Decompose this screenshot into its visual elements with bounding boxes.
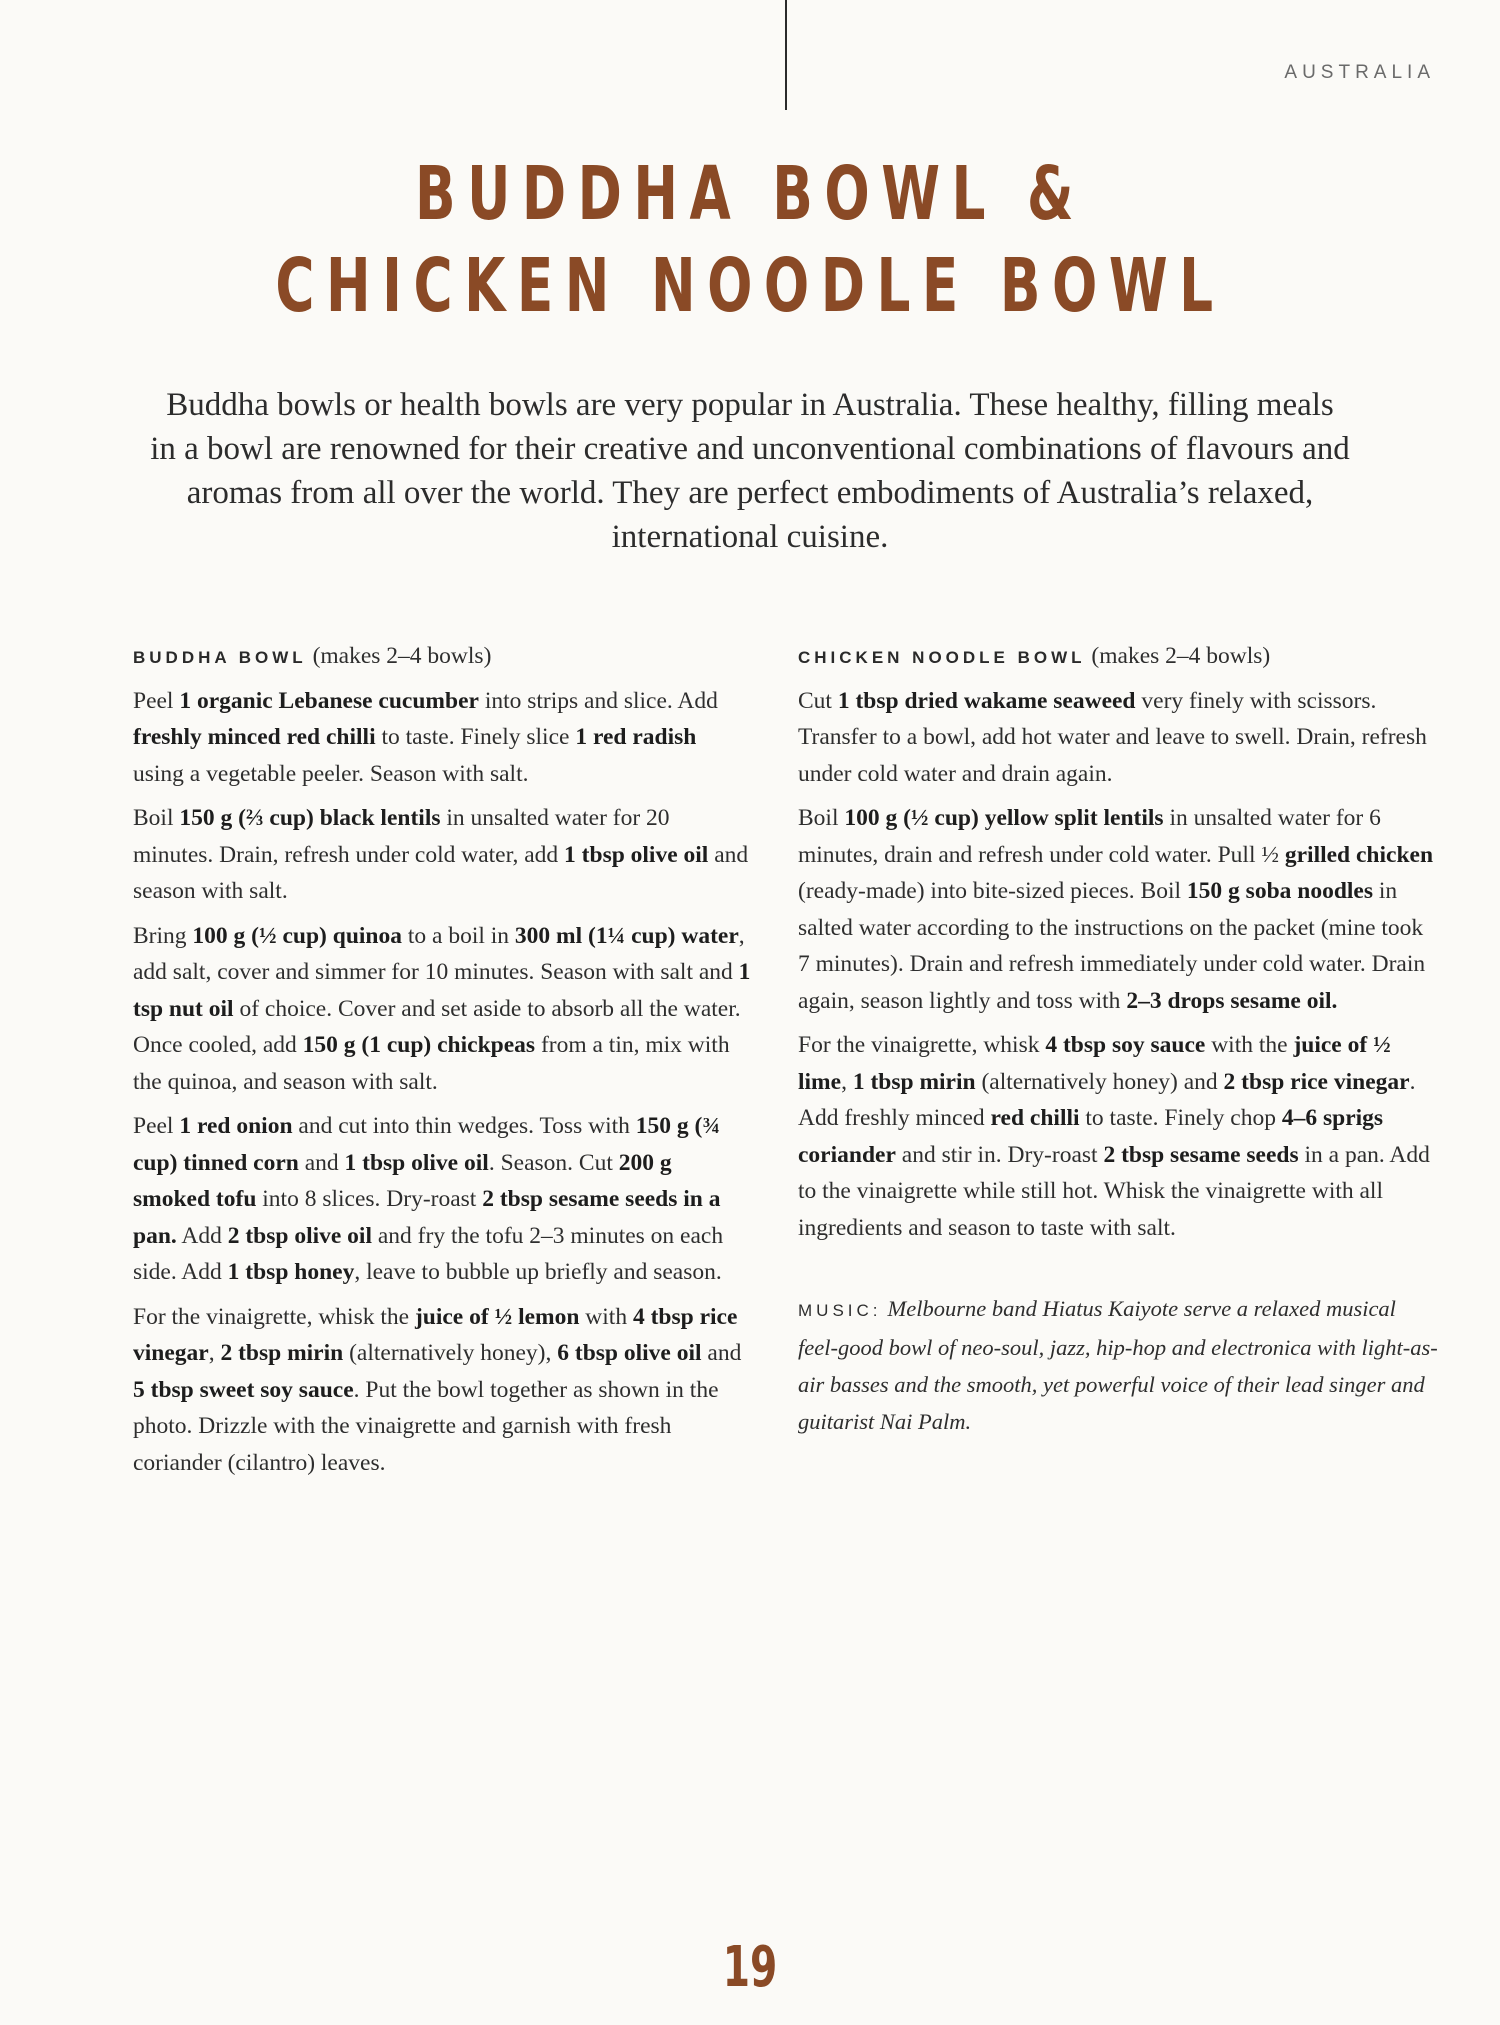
- instruction-text: Add: [176, 1222, 228, 1249]
- ingredient-text: 200 g smoked tofu: [133, 1149, 672, 1212]
- chicken-noodle-bowl-step-3: [798, 1027, 1438, 1246]
- instruction-text: in unsalted water for 20 minutes. Drain, refresh under cold water, add: [133, 805, 670, 868]
- intro-paragraph: Buddha bowls or health bowls are very popular in Australia. These healthy, filling meals in a bowl are renowned for their creative and unconventional combinations of flavours and aromas from all over the world. They are perfect embodiments of Australia’s relaxed, international cuisine.: [150, 387, 1350, 555]
- ingredient-text: 150 g (¾ cup) tinned corn: [133, 1113, 720, 1176]
- ingredient-text: 4–6 sprigs coriander: [798, 1105, 1384, 1168]
- ingredient-text: 300 ml (1¼ cup) water: [514, 922, 739, 949]
- ingredient-text: 2 tbsp sesame seeds in a pan.: [133, 1186, 721, 1249]
- instruction-text: Cut: [798, 687, 838, 714]
- instruction-text: in unsalted water for 6 minutes, drain and refresh under cold water. Pull ½: [798, 805, 1381, 868]
- ingredient-text: 1 red radish: [575, 724, 697, 750]
- instruction-text: of choice. Cover and set aside to absorb all the water. Once cooled, add: [133, 995, 741, 1058]
- instruction-text: and fry the tofu 2–3 minutes on each side. Add: [133, 1222, 724, 1285]
- instruction-text: from a tin, mix with the quinoa, and season with salt.: [133, 1032, 730, 1095]
- music-label: MUSIC:: [798, 1301, 882, 1320]
- ingredient-text: 150 g (1 cup) chickpeas: [302, 1032, 536, 1058]
- ingredient-text: red chilli: [990, 1105, 1080, 1131]
- instruction-text: (alternatively honey),: [343, 1340, 558, 1366]
- ingredient-text: 1 tbsp olive oil: [564, 841, 709, 868]
- instruction-text: . Add freshly minced: [798, 1068, 1416, 1131]
- instruction-text: and cut into thin wedges. Toss with: [292, 1113, 636, 1139]
- ingredient-text: 2–3 drops sesame oil.: [1126, 987, 1338, 1014]
- instruction-text: , leave to bubble up briefly and season.: [354, 1259, 722, 1285]
- instruction-text: Bring: [133, 922, 193, 949]
- chicken-noodle-bowl-title: CHICKEN NOODLE BOWL: [798, 648, 1086, 667]
- instruction-text: and: [701, 1340, 742, 1366]
- instruction-text: in a pan. Add to the vinaigrette while still hot. Whisk the vinaigrette with all ingredients and season to taste with salt.: [798, 1141, 1430, 1241]
- instruction-text: (ready-made) into bite-sized pieces. Boil: [798, 878, 1187, 904]
- instruction-text: to taste. Finely chop: [1079, 1105, 1282, 1131]
- instruction-text: with: [579, 1303, 633, 1330]
- title-line-1: BUDDHA BOWL &: [414, 151, 1086, 237]
- chicken-noodle-bowl-heading: [798, 638, 1438, 677]
- ingredient-text: 1 tbsp olive oil: [344, 1149, 489, 1176]
- instruction-text: For the vinaigrette, whisk: [798, 1032, 1046, 1058]
- instruction-text: ,: [841, 1068, 853, 1095]
- instruction-text: to a boil in: [402, 922, 515, 949]
- instruction-text: , add salt, cover and simmer for 10 minutes. Season with salt and: [133, 922, 745, 985]
- instruction-text: ,: [208, 1340, 221, 1366]
- music-note: [798, 1290, 1438, 1440]
- instruction-text: Boil: [798, 805, 845, 831]
- ingredient-text: 2 tbsp olive oil: [227, 1222, 372, 1249]
- ingredient-text: 4 tbsp soy sauce: [1045, 1032, 1206, 1058]
- ingredient-text: juice of ½ lime: [798, 1032, 1391, 1095]
- instruction-text: Boil: [133, 805, 180, 831]
- buddha-bowl-yield: (makes 2–4 bowls): [306, 643, 492, 669]
- ingredient-text: 2 tbsp mirin: [220, 1340, 344, 1366]
- ingredient-text: 100 g (½ cup) quinoa: [192, 922, 402, 949]
- instruction-text: in salted water according to the instructions on the packet (mine took 7 minutes). Drain and refresh immediately under cold water. Drain again, season lightly and toss with: [798, 878, 1426, 1014]
- chicken-noodle-bowl-steps: [798, 683, 1438, 1247]
- buddha-bowl-step-1: [133, 683, 753, 793]
- buddha-bowl-step-3: [133, 918, 753, 1101]
- instruction-text: and stir in. Dry-roast: [895, 1141, 1104, 1168]
- instruction-text: . Put the bowl together as shown in the photo. Drizzle with the vinaigrette and garnish with fresh coriander (cilantro) leaves.: [133, 1376, 719, 1476]
- instruction-text: and season with salt.: [133, 841, 749, 904]
- ingredient-text: 2 tbsp rice vinegar: [1223, 1068, 1410, 1095]
- ingredient-text: juice of ½ lemon: [414, 1303, 580, 1330]
- instruction-text: with the: [1205, 1032, 1294, 1058]
- buddha-bowl-title: BUDDHA BOWL: [133, 648, 307, 667]
- ingredient-text: 1 tbsp mirin: [852, 1068, 976, 1095]
- ingredient-text: 150 g soba noodles: [1186, 878, 1374, 904]
- music-text: Melbourne band Hiatus Kaiyote serve a relaxed musical feel-good bowl of neo-soul, jazz, hip-hop and electronica with light-as-air basses and the smooth, yet powerful voice of their lead singer and guitarist Nai Palm.: [798, 1296, 1438, 1434]
- chicken-noodle-bowl-yield: (makes 2–4 bowls): [1085, 643, 1271, 669]
- buddha-bowl-steps: [133, 683, 753, 1482]
- instruction-text: (alternatively honey) and: [975, 1068, 1224, 1095]
- instruction-text: into strips and slice. Add: [478, 687, 718, 714]
- ingredient-text: grilled chicken: [1284, 841, 1434, 868]
- buddha-bowl-step-4: [133, 1108, 753, 1291]
- ingredient-text: 1 tbsp honey: [227, 1259, 355, 1285]
- ingredient-text: 4 tbsp rice vinegar: [133, 1303, 738, 1366]
- buddha-bowl-step-5: [133, 1299, 753, 1482]
- ingredient-text: 1 red onion: [179, 1113, 293, 1139]
- instruction-text: Peel: [133, 1113, 180, 1139]
- title-line-2: CHICKEN NOODLE BOWL: [275, 243, 1225, 329]
- buddha-bowl-heading: [133, 638, 753, 677]
- ingredient-text: 1 tsp nut oil: [133, 959, 751, 1022]
- instruction-text: Peel: [133, 687, 180, 714]
- ingredient-text: freshly minced red chilli: [133, 724, 376, 750]
- ingredient-text: 6 tbsp olive oil: [557, 1340, 702, 1366]
- chicken-noodle-bowl-column: [798, 638, 1438, 1440]
- ingredient-text: 100 g (½ cup) yellow split lentils: [844, 805, 1164, 831]
- section-label: AUSTRALIA: [1284, 62, 1435, 83]
- instruction-text: and: [298, 1149, 345, 1176]
- ingredient-text: 150 g (⅔ cup) black lentils: [179, 805, 441, 831]
- ingredient-text: 1 organic Lebanese cucumber: [179, 687, 479, 714]
- chicken-noodle-bowl-step-1: [798, 683, 1438, 793]
- instruction-text: using a vegetable peeler. Season with salt.: [133, 760, 529, 787]
- top-divider-line: [785, 0, 787, 110]
- ingredient-text: 2 tbsp sesame seeds: [1103, 1141, 1299, 1168]
- chicken-noodle-bowl-step-2: [798, 800, 1438, 1019]
- instruction-text: For the vinaigrette, whisk the: [133, 1303, 415, 1330]
- buddha-bowl-column: [133, 638, 753, 1489]
- ingredient-text: 1 tbsp dried wakame seaweed: [837, 687, 1136, 714]
- instruction-text: into 8 slices. Dry-roast: [256, 1186, 483, 1212]
- instruction-text: very finely with scissors. Transfer to a bowl, add hot water and leave to swell. Drain, refresh under cold water and drain again.: [798, 687, 1427, 787]
- page-number: 19: [722, 1935, 778, 2000]
- buddha-bowl-step-2: [133, 800, 753, 910]
- instruction-text: to taste. Finely slice: [375, 724, 576, 750]
- ingredient-text: 5 tbsp sweet soy sauce: [133, 1376, 354, 1403]
- page-title: [210, 148, 1290, 332]
- instruction-text: . Season. Cut: [488, 1149, 619, 1176]
